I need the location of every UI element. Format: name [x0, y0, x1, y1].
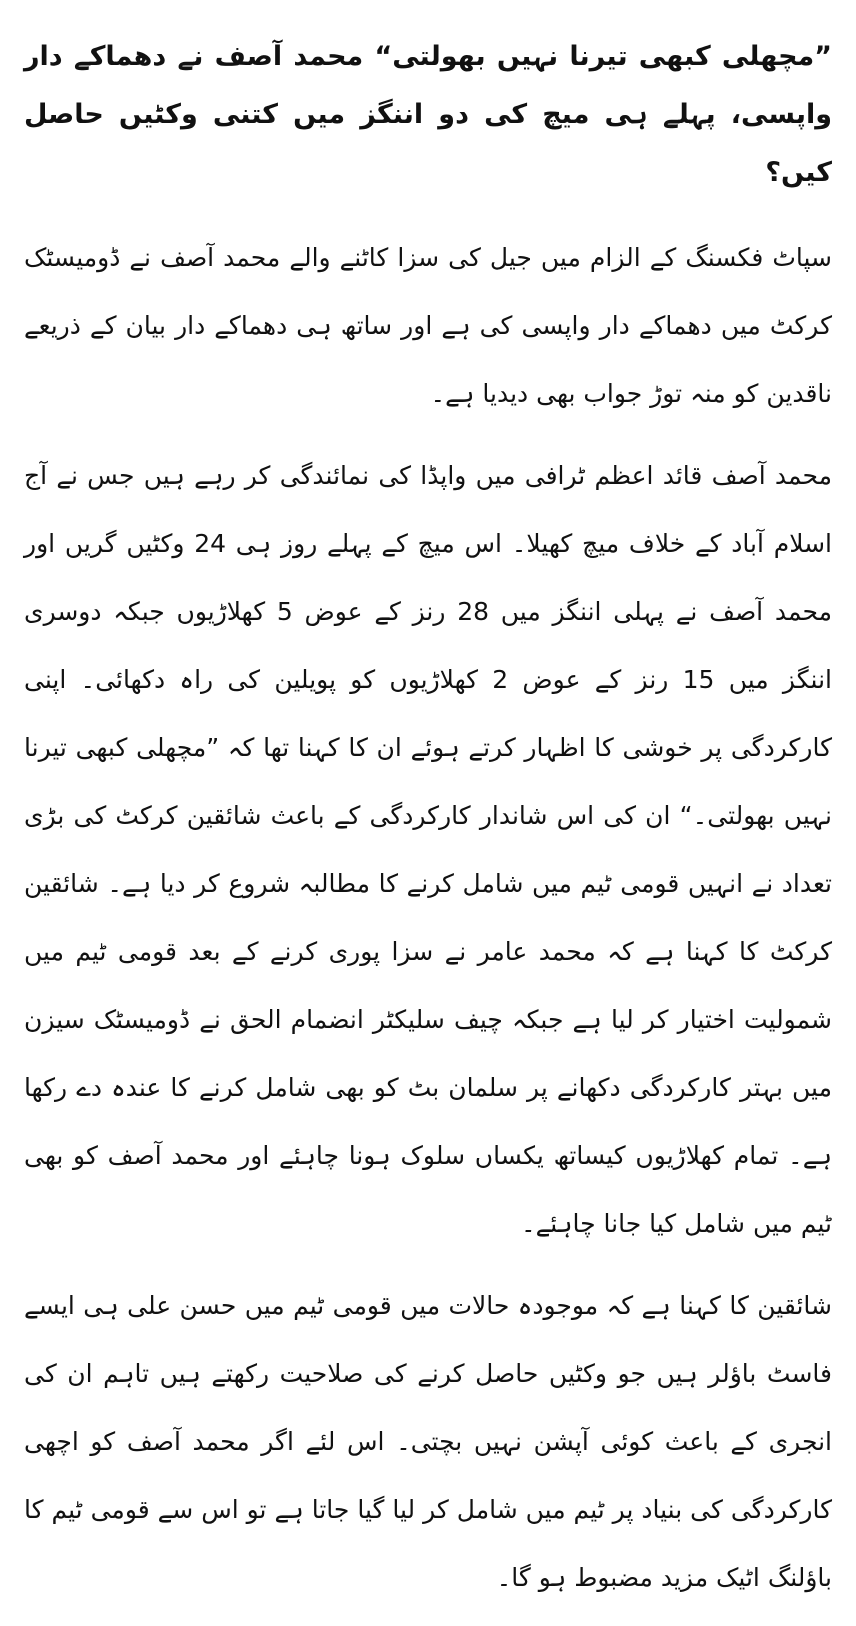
article-paragraph-2: محمد آصف قائد اعظم ٹرافی میں واپڈا کی نمائندگی کر رہے ہیں جس نے آج اسلام آباد کے خلاف میچ کھیلا۔ اس میچ کے پہلے روز ہی 24 وکٹیں گریں اور محمد آصف نے پہلی اننگز میں 28 رنز کے عوض 5 کھلاڑیوں جبکہ دوسری اننگز میں 15 رنز کے عوض 2 کھلاڑیوں کو پویلین کی راہ دکھائی۔ اپنی کارکردگی پر خوشی کا اظہار کرتے ہوئے ان کا کہنا تھا کہ ”مچھلی کبھی تیرنا نہیں بھولتی۔“ ان کی اس شاندار کارکردگی کے باعث شائقین کرکٹ کی بڑی تعداد نے انہیں قومی ٹیم میں شامل کرنے کا مطالبہ شروع کر دیا ہے۔ شائقین کرکٹ کا کہنا ہے کہ محمد عامر نے سزا پوری کرنے کے بعد قومی ٹیم میں شمولیت اختیار کر لیا ہے جبکہ چیف سلیکٹر انضمام الحق نے ڈومیسٹک سیزن میں بہتر کارکردگی دکھانے پر سلمان بٹ کو بھی شامل کرنے کا عندہ دے رکھا ہے۔ تمام کھلاڑیوں کیساتھ یکساں سلوک ہونا چاہئے اور محمد آصف کو بھی ٹیم میں شامل کیا جانا چاہئے۔	[24, 461, 832, 1238]
article	[24, 28, 832, 1626]
article-paragraph-1: سپاٹ فکسنگ کے الزام میں جیل کی سزا کاٹنے والے محمد آصف نے ڈومیسٹک کرکٹ میں دھماکے دار واپسی کی ہے اور ساتھ ہی دھماکے دار بیان کے ذریعے ناقدین کو منہ توڑ جواب بھی دیدیا ہے۔	[24, 243, 832, 408]
article-paragraph-3: شائقین کا کہنا ہے کہ موجودہ حالات میں قومی ٹیم میں حسن علی ہی ایسے فاسٹ باؤلر ہیں جو وکٹیں حاصل کرنے کی صلاحیت رکھتے ہیں تاہم ان کی انجری کے باعث کوئی آپشن نہیں بچتی۔ اس لئے اگر محمد آصف کو اچھی کارکردگی کی بنیاد پر ٹیم میں شامل کر لیا گیا جاتا ہے تو اس سے قومی ٹیم کا باؤلنگ اٹیک مزید مضبوط ہو گا۔	[24, 1291, 832, 1592]
article-headline: ”مچھلی کبھی تیرنا نہیں بھولتی“ محمد آصف نے دھماکے دار واپسی، پہلے ہی میچ کی دو اننگز میں کتنی وکٹیں حاصل کیں؟	[24, 41, 832, 188]
